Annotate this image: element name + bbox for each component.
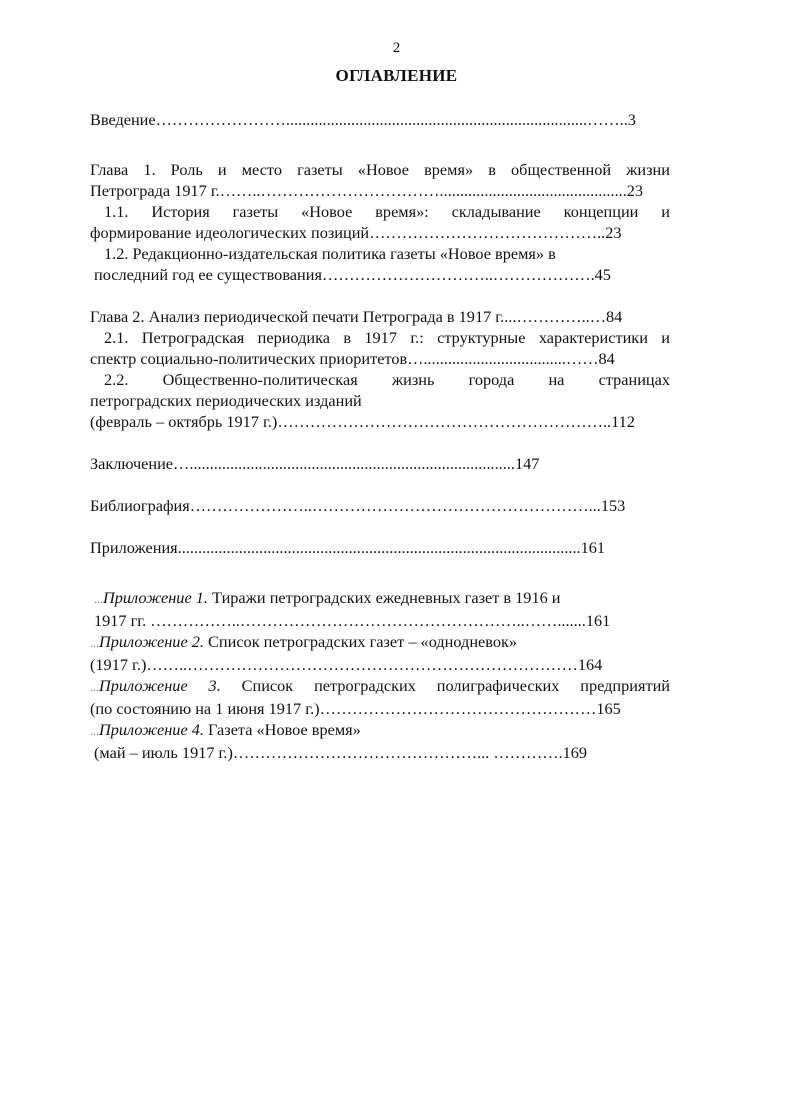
toc-leader-dots: …………………………..………………. xyxy=(321,265,595,284)
toc-section-1-1-line xyxy=(90,222,670,243)
toc-leader-dots: ....…………..… xyxy=(500,307,606,326)
toc-appendix-label: Приложение 1. xyxy=(103,588,208,607)
toc-page-number: 165 xyxy=(596,699,621,718)
toc-leader-dots: …...................................…… xyxy=(407,349,599,368)
toc-leader-dots: …………………………………….. xyxy=(369,223,606,242)
toc-chapter-2-line xyxy=(90,306,670,327)
toc-appendix-1-line xyxy=(90,610,670,631)
toc-leader-dots: ... xyxy=(94,592,103,606)
toc-leader-dots: ………………………………………... …………. xyxy=(232,743,563,762)
toc-entry-introduction xyxy=(90,109,670,130)
toc-entry-text: Список петроградских газет – «однодневок» xyxy=(203,632,518,651)
toc-page-number: 23 xyxy=(605,223,622,242)
toc-leader-dots: ……..…………………………….............................................. xyxy=(219,181,627,200)
toc-page-number: 23 xyxy=(626,181,644,200)
toc-leader-dots: ... xyxy=(90,724,99,738)
toc-entry-bibliography xyxy=(90,495,670,516)
toc-appendix-2-line xyxy=(90,654,670,675)
toc-appendix-1-title xyxy=(90,587,670,610)
toc-entry-text: Заключение xyxy=(90,454,174,473)
toc-leader-dots: …………………..……………………………………………... xyxy=(189,496,601,515)
toc-entry-text: (февраль – октябрь 1917 г.) xyxy=(90,412,278,431)
toc-appendix-3-title xyxy=(90,675,670,698)
toc-page-number: 161 xyxy=(580,538,606,557)
toc-entry-text: Глава 2. Анализ периодической печати Петрограда в 1917 г xyxy=(90,307,501,326)
toc-appendix-3-line xyxy=(90,698,670,719)
toc-section-2-1-title: 2.1. Петроградская периодика в 1917 г.: структурные характеристики и xyxy=(104,328,670,347)
toc-page-number: 153 xyxy=(600,496,626,515)
toc-entry-text: последний год ее существования xyxy=(94,265,322,284)
toc-entry-text: 1917 гг. xyxy=(94,611,151,630)
table-of-contents xyxy=(90,109,670,763)
toc-leader-dots: ... xyxy=(90,680,99,694)
toc-page-number: 3 xyxy=(627,110,636,129)
toc-leader-dots: …………………………………………………….. xyxy=(277,412,612,431)
toc-entry-text: Библиография xyxy=(90,496,190,515)
toc-entry-appendices xyxy=(90,537,670,558)
toc-chapter-1-line xyxy=(90,180,670,201)
toc-appendix-label: Приложение 3. xyxy=(99,676,221,695)
toc-leader-dots: …………………………………………… xyxy=(319,699,597,718)
toc-section-1-1-title: 1.1. История газеты «Новое время»: складывание концепции и xyxy=(104,202,670,221)
toc-leader-dots: ... xyxy=(90,636,99,650)
toc-section-2-2-line xyxy=(90,411,670,432)
toc-entry-text: Список петроградских полиграфических предприятий xyxy=(220,676,670,695)
toc-page-number: 169 xyxy=(562,743,588,762)
toc-entry-text: формирование идеологических позиций xyxy=(90,223,370,242)
toc-section-1-2-title: 1.2. Редакционно-издательская политика газеты «Новое время» в xyxy=(104,244,556,263)
toc-entry-text: Введение xyxy=(90,110,156,129)
toc-appendix-4-title xyxy=(90,719,670,742)
toc-leader-dots: ……..……………………………………………………………… xyxy=(146,655,578,674)
toc-entry-conclusion xyxy=(90,453,670,474)
toc-leader-dots: ……………………..........................................................................…….. xyxy=(155,110,628,129)
toc-appendix-4-line xyxy=(90,742,670,763)
toc-leader-dots: ................................................................................................... xyxy=(177,538,581,557)
toc-page-number: 84 xyxy=(605,307,623,326)
toc-page-number: 112 xyxy=(611,412,635,431)
toc-page-number: 84 xyxy=(598,349,615,368)
toc-chapter-1-title: Глава 1. Роль и место газеты «Новое время» в общественной жизни xyxy=(90,160,670,179)
toc-entry-text: Петрограда 1917 г. xyxy=(90,181,220,200)
page-title: ОГЛАВЛЕНИЕ xyxy=(335,66,458,85)
toc-entry-text: Газета «Новое время» xyxy=(203,720,361,739)
toc-section-2-2-title: 2.2. Общественно-политическая жизнь города на страницах xyxy=(104,370,670,389)
toc-entry-text: Тиражи петроградских ежедневных газет в 1916 и xyxy=(207,588,561,607)
toc-entry-text: (май – июль 1917 г.) xyxy=(94,743,233,762)
toc-entry-text: (1917 г.) xyxy=(90,655,147,674)
toc-appendix-label: Приложение 4. xyxy=(99,720,204,739)
toc-leader-dots: ……………..……………………………………………..……....... xyxy=(150,611,586,630)
toc-section-1-2-line xyxy=(90,264,670,285)
toc-section-2-2-subtitle: петроградских периодических изданий xyxy=(90,391,362,410)
toc-page-number: 161 xyxy=(585,611,611,630)
toc-entry-text: (по состоянию на 1 июня 1917 г.) xyxy=(90,699,320,718)
toc-entry-text: Приложения xyxy=(90,538,178,557)
toc-appendix-2-title xyxy=(90,631,670,654)
toc-page-number: 147 xyxy=(514,454,540,473)
toc-section-2-1-line xyxy=(90,348,670,369)
toc-page-number: 164 xyxy=(577,655,603,674)
toc-page-number: 45 xyxy=(594,265,611,284)
toc-entry-text: спектр социально-политических приоритетов xyxy=(90,349,408,368)
toc-leader-dots: …................................................................................ xyxy=(173,454,515,473)
page-number: 2 xyxy=(392,40,401,56)
toc-appendix-label: Приложение 2. xyxy=(99,632,204,651)
